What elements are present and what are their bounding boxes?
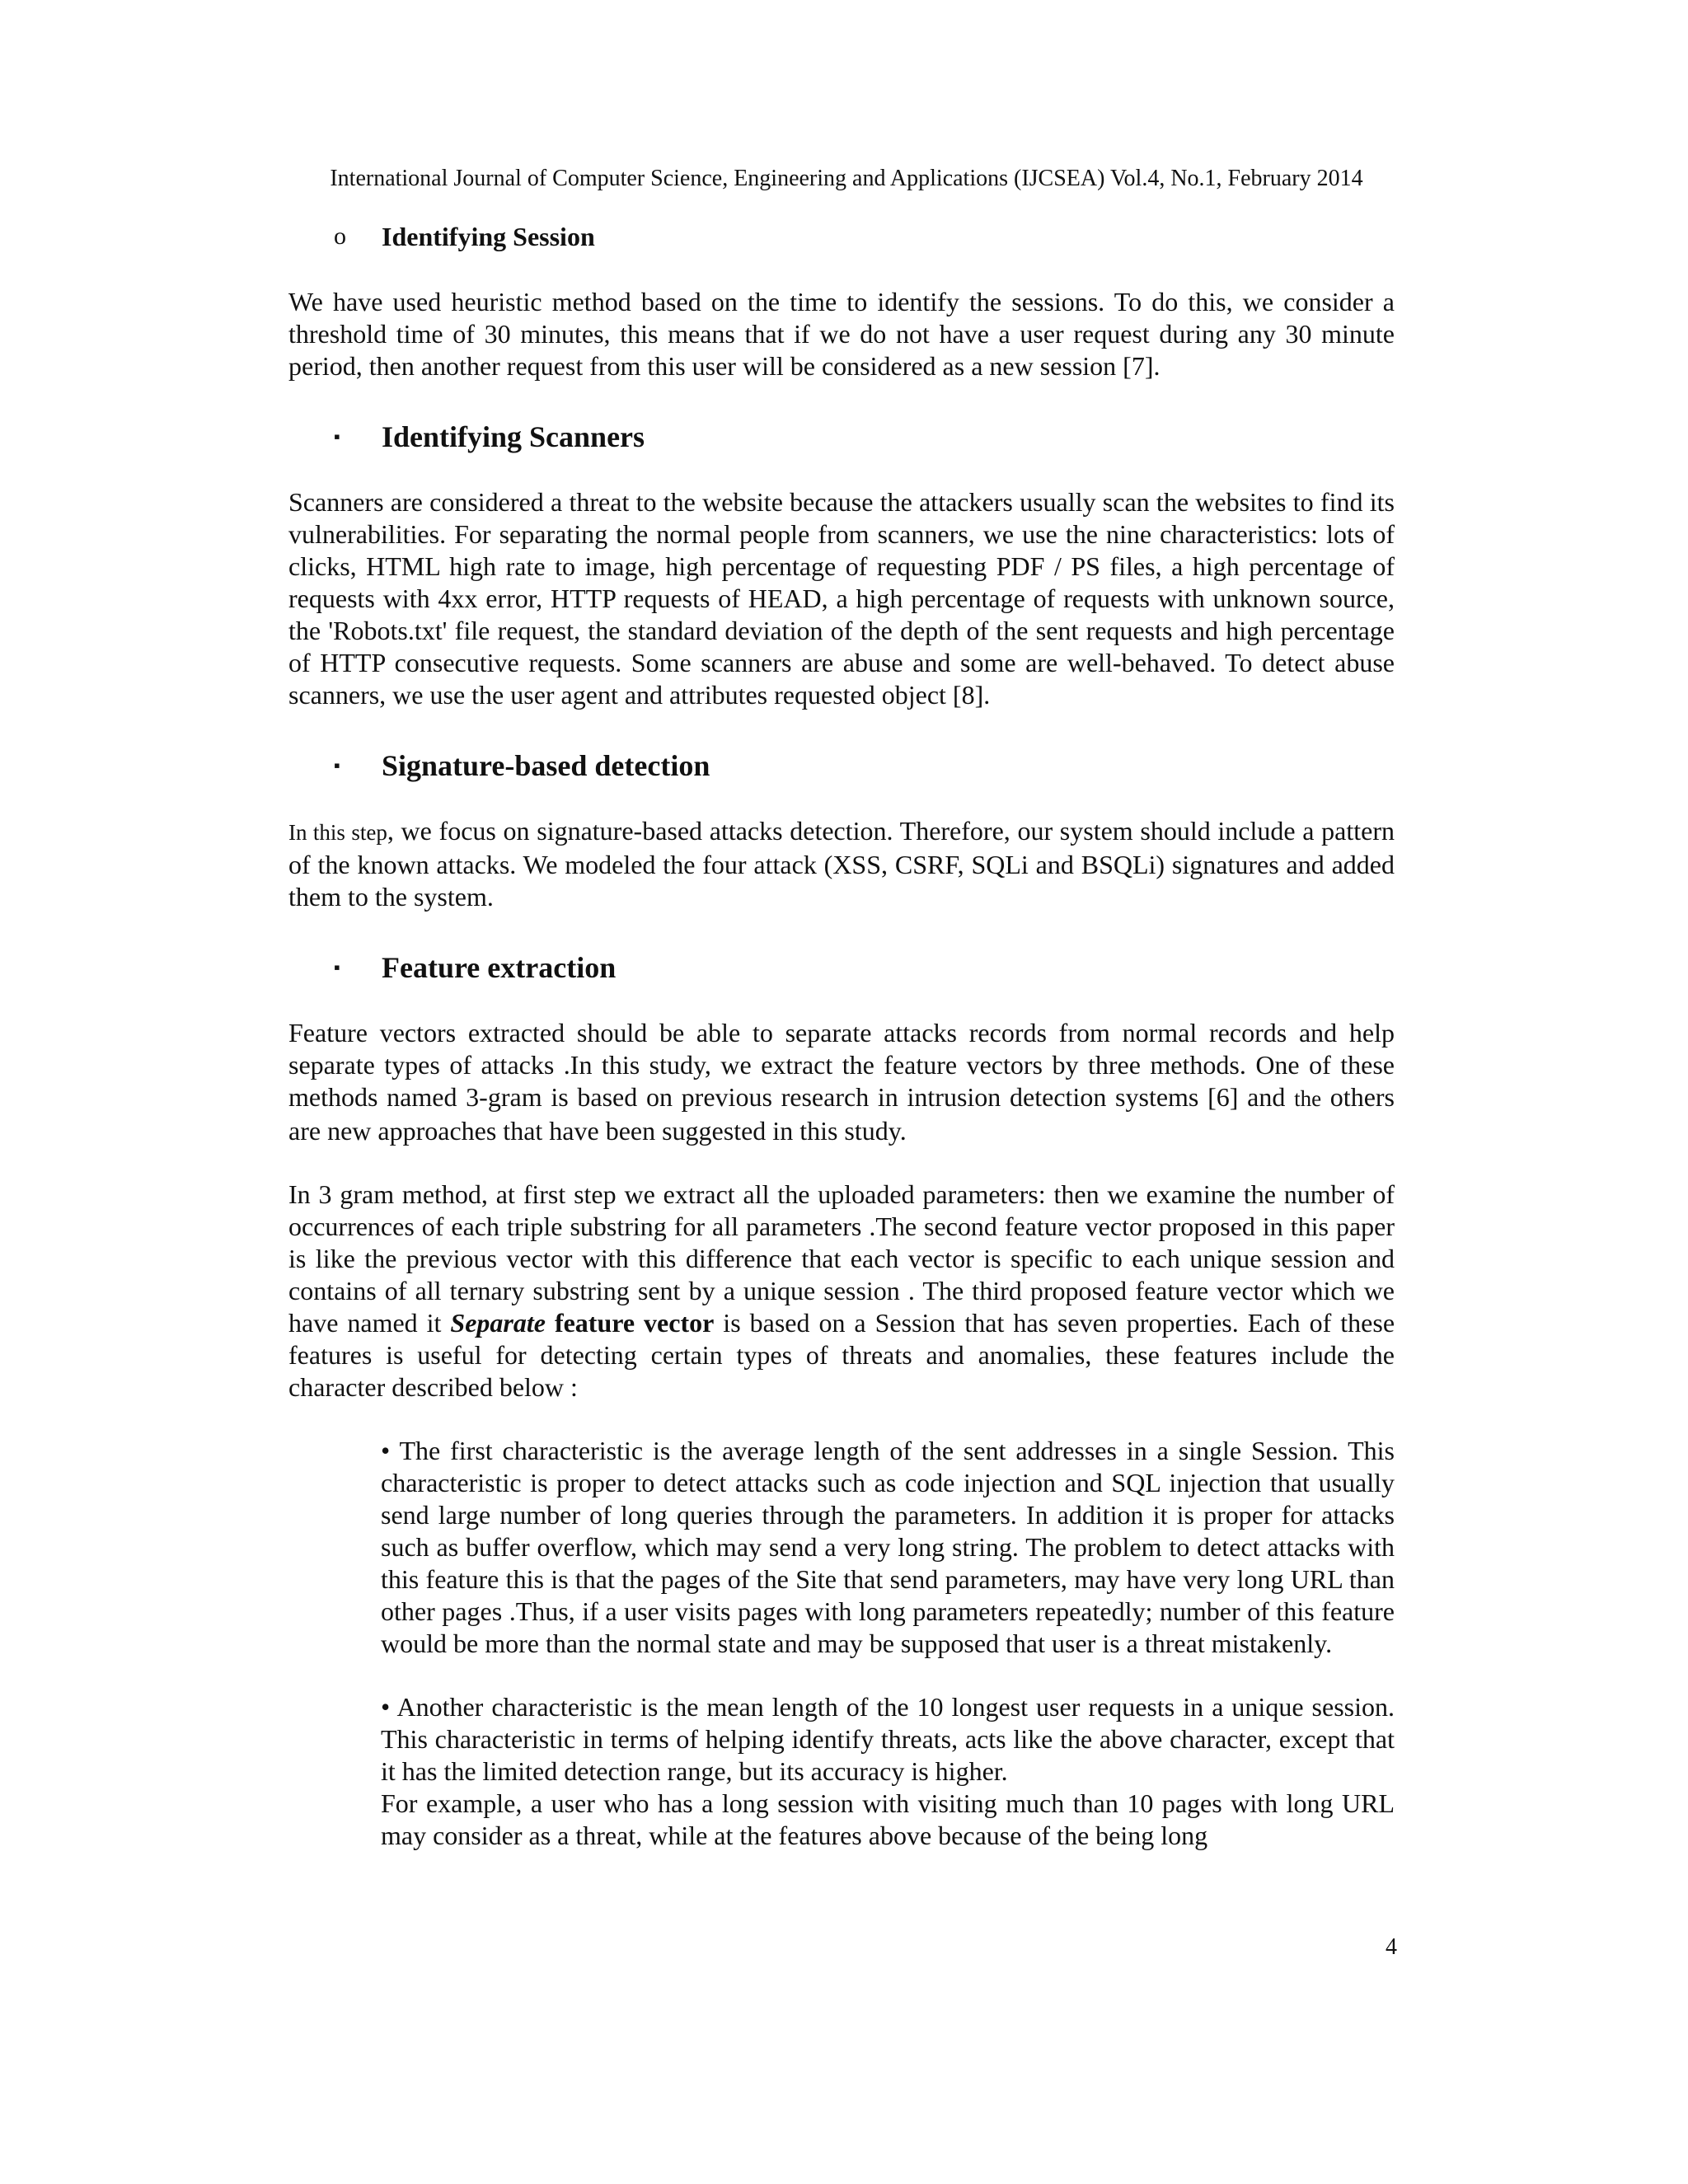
section-title: Feature extraction (382, 951, 617, 984)
paragraph-text: In 3 gram method, at first step we extract all the uploaded parameters: then we examine the number of occurrences of each triple substring for all parameters .The second feature vector proposed in this paper is like the previous vector with this difference that each vector is specific to each unique session and contains of all ternary substring sent by a unique session . The third proposed feature vector which we have named it (288, 1179, 1395, 1338)
section-heading-feature-extraction (288, 949, 1395, 986)
feature-bullet-1: • The first characteristic is the average length of the sent addresses in a single Session. This characteristic is proper to detect attacks such as code injection and SQL injection that usually send large number of long queries through the parameters. In addition it is proper for attacks such as buffer overflow, which may send a very long string. The problem to detect attacks with this feature this is that the pages of the Site that send parameters, may have very long URL than other pages .Thus, if a user visits pages with long parameters repeatedly; number of this feature would be more than the normal state and may be supposed that user is a threat mistakenly. (381, 1436, 1395, 1658)
paragraph-identifying-session: We have used heuristic method based on the time to identify the sessions. To do this, we consider a threshold time of 30 minutes, this means that if we do not have a user request during any 30 minute period, then another request from this user will be considered as a new session [7]. (288, 287, 1395, 381)
paragraph-small-word: the (1294, 1086, 1322, 1111)
section-heading-identifying-session (288, 220, 1395, 253)
page-content (288, 210, 1395, 1852)
feature-bullet-2: • Another characteristic is the mean length of the 10 longest user requests in a unique session. This characteristic in terms of helping identify threats, acts like the above character, except that it has the limited detection range, but its accuracy is higher. (381, 1692, 1395, 1786)
paragraph-text: Feature vectors extracted should be able to separate attacks records from normal records and help separate types of attacks .In this study, we extract the feature vectors by three methods. One of these methods named 3-gram is based on previous research in intrusion detection systems [6] and (288, 1018, 1395, 1112)
section-title: Signature-based detection (382, 749, 710, 782)
page-number: 4 (1386, 1934, 1397, 1960)
paragraph-text: others are new approaches that have been suggested in this study. (288, 1082, 1395, 1146)
paragraph-identifying-scanners: Scanners are considered a threat to the website because the attackers usually scan the websites to find its vulnerabilities. For separating the normal people from scanners, we use the nine characteristics: lots of clicks, HTML high rate to image, high percentage of requesting PDF / PS files, a high percentage of requests with 4xx error, HTTP requests of HEAD, a high percentage of requests with unknown source, the 'Robots.txt' file request, the standard deviation of the depth of the sent requests and high percentage of HTTP consecutive requests. Some scanners are abuse and some are well-behaved. To detect abuse scanners, we use the user agent and attributes requested object [8]. (288, 487, 1395, 710)
paragraph-text: , we focus on signature-based attacks detection. Therefore, our system should include a pattern of the known attacks. We modeled the four attack (XSS, CSRF, SQLi and BSQLi) signatures and added them to the system. (288, 816, 1395, 912)
paragraph-feature-extraction-1 (288, 1017, 1395, 1147)
square-bullet-icon: ▪ (334, 957, 340, 977)
paragraph-text: is based on a Session that has seven properties. Each of these features is useful for detecting certain types of threats and anomalies, these features include the character described below : (288, 1308, 1395, 1402)
square-bullet-icon: ▪ (334, 426, 340, 447)
emphasis-italic: Separate (450, 1308, 546, 1338)
circle-bullet-icon: o (334, 223, 346, 250)
section-title: Identifying Session (382, 222, 595, 251)
section-title: Identifying Scanners (382, 420, 645, 453)
paragraph-feature-extraction-2 (288, 1179, 1395, 1404)
feature-list (381, 1435, 1395, 1852)
running-header: International Journal of Computer Science, Engineering and Applications (IJCSEA) Vol.4, No.1, February 2014 (330, 166, 1363, 191)
square-bullet-icon: ▪ (334, 755, 340, 776)
paragraph-signature-detection (288, 815, 1395, 913)
feature-bullet-2-continuation: For example, a user who has a long session with visiting much than 10 pages with long URL may consider as a threat, while at the features above because of the being long (381, 1788, 1395, 1850)
section-heading-signature-detection (288, 748, 1395, 784)
paragraph-lead: In this step (288, 820, 387, 845)
emphasis-bold: feature vector (554, 1308, 715, 1338)
section-heading-identifying-scanners (288, 419, 1395, 455)
